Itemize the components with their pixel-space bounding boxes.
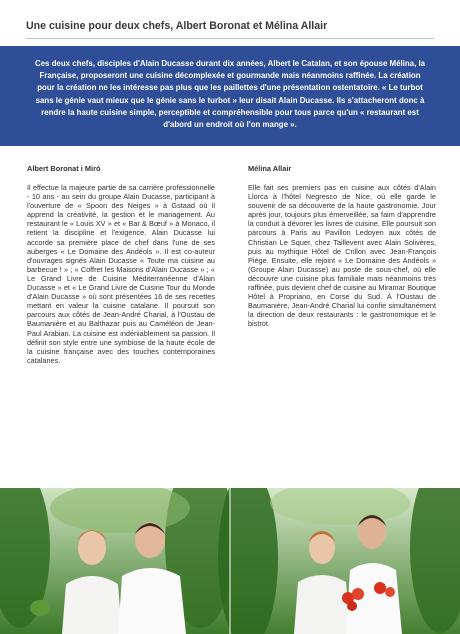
title-divider bbox=[26, 38, 434, 39]
albert-column bbox=[27, 164, 215, 365]
intro-text: Ces deux chefs, disciples d'Alain Ducasse durant dix années, Albert le Catalan, et son épouse Mélina, la Française, proposeront une cuisine décomplexée et gourmande mais néanmoins raffinée. La création pour la création ne les intéresse pas plus que les paillettes d'une présentation ostentatoire. « Le turbot sans le génie vaut mieux que le génie sans le turbot » leur disait Alain Ducasse. Ils s'attacheront donc à rendre la haute cuisine simple, perceptible et compréhensible pour tous parce qu'un « restaurant est d'abord un endroit où l'on mange ». bbox=[34, 59, 426, 130]
intro-banner bbox=[0, 46, 460, 146]
photo-right bbox=[218, 488, 460, 634]
albert-heading: Albert Boronat i Miró bbox=[27, 164, 101, 173]
albert-bio: Il effectue la majeure partie de sa carrière professionnelle - 10 ans - au sein du groupe Alain Ducasse, participant à l'ouverture de « Spoon des Neiges » à Gstaad où il apprend la créativité, la gestion et le management. Au restaurant le « Louis XV » et « Bar & Bœuf » à Monaco, il retient la discipline et l'exigence. Alain Ducasse lui accorde sa première place de chef dans l'une de ses auberges « Le Domaine des Andéols ». Il est co-auteur d'ouvrages signés Alain Ducasse « Toute ma cuisine au barbecue ! » ; « Coffret les Maisons d'Alain Ducasse » ; « Le Grand Livre de Cuisine Méditerranéenne d'Alain Ducasse » et « Le Grand Livre de Cuisine Tour du Monde d'Alain Ducasse » où sont présentées 16 de ses recettes mettant en valeur la cuisine catalane. Il poursuit son parcours aux côtés de Jean-André Charial, à l'Oustau de Baumanière et au Balthazar puis au Caméléon de Jean-Paul Arabian. La cuisine est indéniablement sa passion. Il définit son style entre une symbiose de la haute école de la cuisine française avec des touches contemporaines catalanes. bbox=[27, 183, 215, 365]
melina-heading: Mélina Allair bbox=[248, 164, 292, 173]
melina-bio: Elle fait ses premiers pas en cuisine aux côtés d'Alain Llorca à l'hôtel Negresco de Nice, où elle garde le souvenir de sa découverte de la haute gastronomie. Jour après jour, toujours plus émerveillée, sa faim d'apprendre la conduit à dévorer les livres de cuisine. Elle poursuit son parcours à Paris au Pavillon Ledoyen aux côtés de Christian Le Squer, chez Taillevent avec Alain Solivères, puis au mythique Hôtel de Crillon avec Jean-François Piège. Ensuite, elle rejoint « Le Domaine des Andéols » (Groupe Alain Ducasse) au poste de sous-chef, où elle découvre une cuisine plus familiale mais néanmoins très raffinée, puis devient chef de cuisine au Miramar Boutique Hôtel à Propriano, en Corse du Sud. À l'Oustau de Baumanière, Jean-André Charial lui confie simultanément la direction de deux restaurants : le gastronomique et le bistrot. bbox=[248, 183, 436, 329]
greenhouse-photo-strip bbox=[0, 488, 460, 634]
photo-left bbox=[0, 488, 235, 634]
page-title: Une cuisine pour deux chefs, Albert Boronat et Mélina Allair bbox=[26, 20, 328, 32]
melina-column bbox=[248, 164, 436, 329]
greenhouse-photos bbox=[0, 488, 460, 634]
